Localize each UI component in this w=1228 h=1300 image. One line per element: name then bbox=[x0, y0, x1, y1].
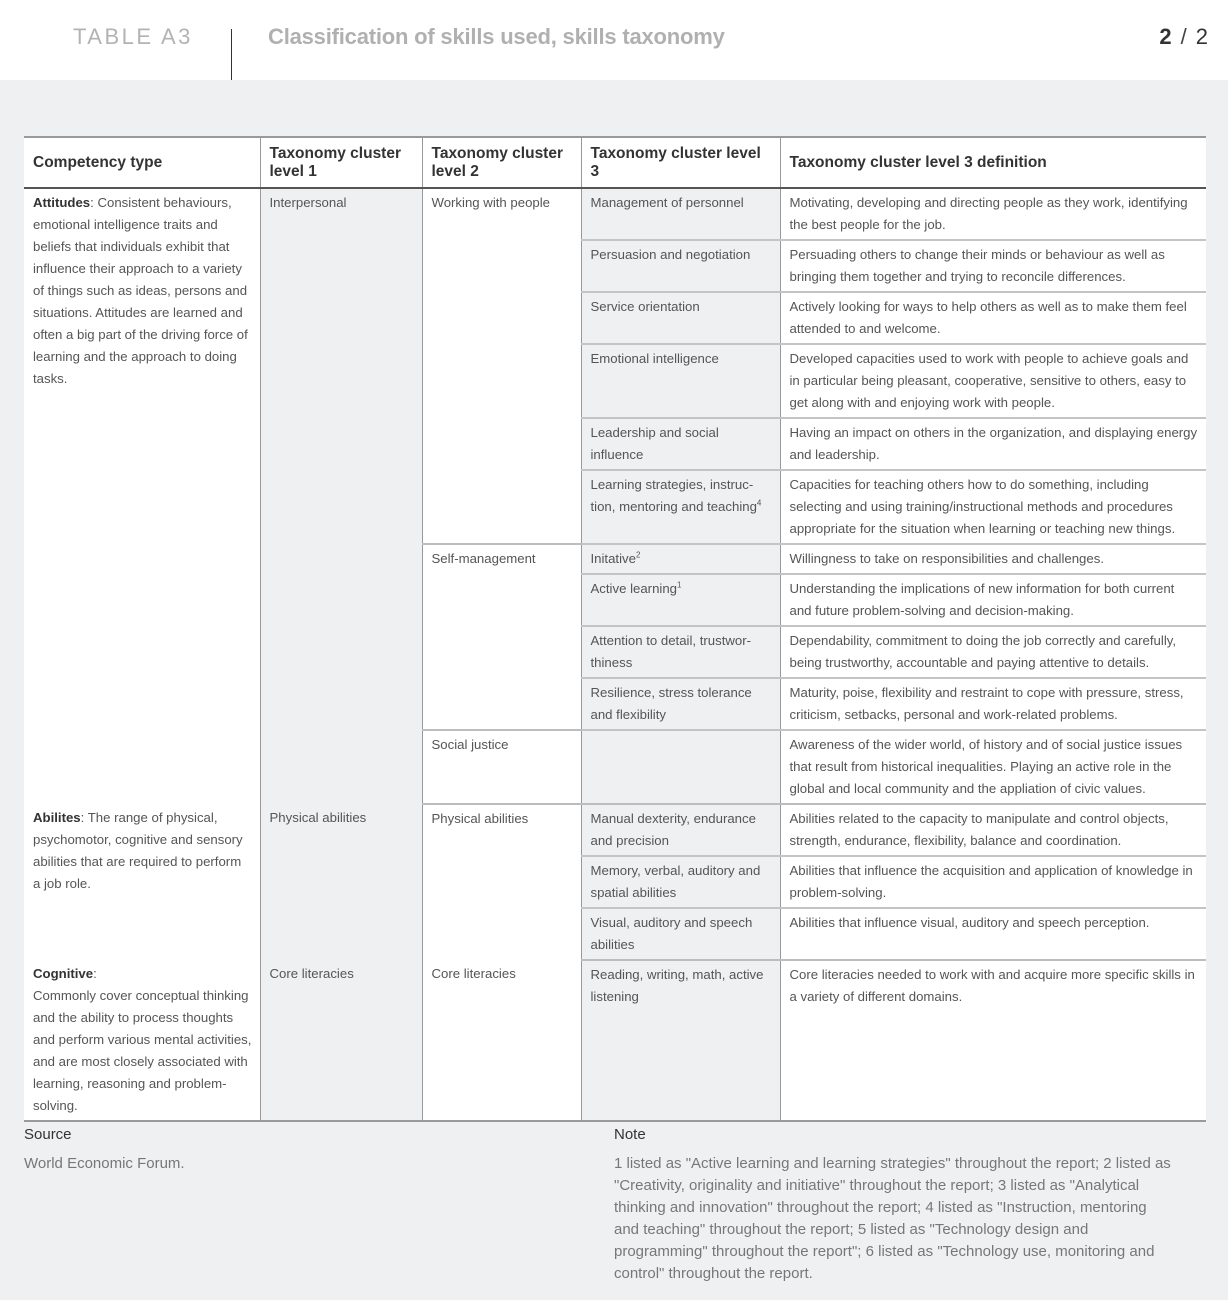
level1-cell: Core literacies bbox=[260, 960, 422, 1121]
table-header-row bbox=[24, 137, 1206, 188]
definition-cell: Awareness of the wider world, of history and of social justice issues that result from historical inequalities. Playing an active role in the global and local community and the appliation of civic values. bbox=[780, 730, 1206, 804]
definition-cell: Willingness to take on responsibilities and challenges. bbox=[780, 544, 1206, 574]
note-text: 1 listed as "Active learning and learning strategies" throughout the report; 2 listed as "Creativity, originality and initiative" throughout the report; 3 listed as "Analytical thinking and innovation" throughout the report; 4 listed as "Instruction, mentoring and teaching" throughout the report; 5 listed as "Technology design and programming" throughout the report"; 6 listed as "Technology use, monitoring and control" throughout the report. bbox=[614, 1155, 1171, 1282]
page-separator: / bbox=[1180, 24, 1187, 49]
level3-label: Visual, auditory and speech abilities bbox=[590, 915, 753, 952]
table-id: TABLE A3 bbox=[73, 24, 193, 49]
definition-cell: Dependability, commitment to doing the job correctly and carefully, being trustworthy, accountable and paying attentive to details. bbox=[780, 626, 1206, 678]
definition-cell: Abilities that influence visual, auditory and speech perception. bbox=[780, 908, 1206, 960]
page-indicator bbox=[1159, 24, 1208, 50]
page-total: 2 bbox=[1195, 24, 1208, 49]
level3-label: Management of personnel bbox=[590, 195, 744, 210]
level3-cell bbox=[581, 856, 780, 908]
page-header bbox=[0, 0, 1228, 80]
definition-cell: Having an impact on others in the organization, and displaying energy and leadership. bbox=[780, 418, 1206, 470]
table-row bbox=[24, 804, 1206, 856]
footnote-marker: 1 bbox=[677, 580, 682, 590]
level3-cell bbox=[581, 418, 780, 470]
level3-cell bbox=[581, 804, 780, 856]
level3-cell bbox=[581, 908, 780, 960]
level3-label: Emotional intelligence bbox=[590, 351, 719, 366]
column-header-level3: Taxonomy cluster level 3 bbox=[581, 137, 780, 188]
column-header-level2: Taxonomy cluster level 2 bbox=[422, 137, 581, 188]
level2-cell: Self-management bbox=[422, 544, 581, 730]
level3-cell bbox=[581, 678, 780, 730]
definition-cell: Capacities for teaching others how to do something, including selecting and using training/instructional methods and procedures appropriate for the situation when learning or teaching new things. bbox=[780, 470, 1206, 544]
level3-cell bbox=[581, 626, 780, 678]
footnote-marker: 4 bbox=[756, 498, 762, 508]
competency-name: Abilites bbox=[33, 810, 81, 825]
source-section bbox=[24, 1125, 584, 1175]
level3-label: Memory, verbal, auditory and spatial abilities bbox=[590, 863, 761, 900]
competency-description-cont: Commonly cover conceptual thinking and the ability to process thoughts and perform various mental activities, and are most closely associated with learning, reasoning and problem-solving. bbox=[33, 988, 252, 1113]
definition-cell: Actively looking for ways to help others as well as to make them feel attended to and welcome. bbox=[780, 292, 1206, 344]
competency-cell bbox=[24, 804, 260, 960]
definition-cell: Core literacies needed to work with and acquire more specific skills in a variety of different domains. bbox=[780, 960, 1206, 1121]
definition-cell: Abilities that influence the acquisition and application of knowledge in problem-solving. bbox=[780, 856, 1206, 908]
level3-label: Attention to detail, trustwor-thiness bbox=[590, 633, 752, 670]
note-label: Note bbox=[614, 1126, 646, 1143]
level3-label: Active learning bbox=[590, 581, 677, 596]
source-label: Source bbox=[24, 1126, 72, 1143]
level3-label: Service orientation bbox=[590, 299, 700, 314]
level3-label: Reading, writing, math, active listening bbox=[590, 967, 764, 1004]
column-header-competency: Competency type bbox=[24, 137, 260, 188]
level3-cell bbox=[581, 544, 780, 574]
definition-cell: Developed capacities used to work with people to achieve goals and in particular being pleasant, cooperative, sensitive to others, easy to get along with and enjoying work with people. bbox=[780, 344, 1206, 418]
level3-label: Learning strategies, instruc-tion, mentoring and teaching bbox=[590, 477, 757, 514]
page-title: Classification of skills used, skills taxonomy bbox=[268, 24, 725, 49]
competency-description: : bbox=[93, 966, 97, 981]
table-body bbox=[24, 188, 1206, 1121]
level2-cell: Working with people bbox=[422, 188, 581, 544]
column-header-definition: Taxonomy cluster level 3 definition bbox=[780, 137, 1206, 188]
level3-cell bbox=[581, 574, 780, 626]
level3-cell bbox=[581, 240, 780, 292]
level2-cell: Core literacies bbox=[422, 960, 581, 1121]
footnote-marker: 2 bbox=[635, 550, 641, 560]
level3-cell bbox=[581, 292, 780, 344]
level3-label: Resilience, stress tolerance and flexibility bbox=[590, 685, 752, 722]
level2-cell: Physical abilities bbox=[422, 804, 581, 960]
note-section bbox=[614, 1125, 1174, 1285]
level2-cell: Social justice bbox=[422, 730, 581, 804]
column-header-level1: Taxonomy cluster level 1 bbox=[260, 137, 422, 188]
level1-cell: Interpersonal bbox=[260, 188, 422, 804]
skills-taxonomy-table bbox=[24, 136, 1206, 1122]
definition-cell: Maturity, poise, flexibility and restraint to cope with pressure, stress, criticism, setbacks, personal and work-related problems. bbox=[780, 678, 1206, 730]
level3-cell bbox=[581, 730, 780, 804]
competency-description: : The range of physical, psychomotor, cognitive and sensory abilities that are required to perform a job role. bbox=[33, 810, 243, 891]
table-row bbox=[24, 960, 1206, 1121]
table-row bbox=[24, 188, 1206, 240]
level3-label: Initative bbox=[590, 551, 636, 566]
source-text: World Economic Forum. bbox=[24, 1155, 185, 1172]
level3-cell bbox=[581, 344, 780, 418]
competency-cell bbox=[24, 188, 260, 804]
level3-cell bbox=[581, 188, 780, 240]
definition-cell: Motivating, developing and directing people as they work, identifying the best people for the job. bbox=[780, 188, 1206, 240]
page-current: 2 bbox=[1159, 24, 1172, 49]
competency-name: Attitudes bbox=[33, 195, 91, 210]
level3-label: Leadership and social influence bbox=[590, 425, 719, 462]
level3-cell bbox=[581, 470, 780, 544]
definition-cell: Understanding the implications of new information for both current and future problem-solving and decision-making. bbox=[780, 574, 1206, 626]
definition-cell: Abilities related to the capacity to manipulate and control objects, strength, endurance, flexibility, balance and coordination. bbox=[780, 804, 1206, 856]
competency-name: Cognitive bbox=[33, 966, 94, 981]
competency-cell bbox=[24, 960, 260, 1121]
level3-cell bbox=[581, 960, 780, 1121]
competency-description: : Consistent behaviours, emotional intelligence traits and beliefs that individuals exhibit that influence their approach to a variety of things such as ideas, persons and situations. Attitudes are learned and often a big part of the driving force of learning and the approach to doing tasks. bbox=[33, 195, 248, 386]
header-divider bbox=[231, 29, 232, 80]
level3-label: Persuasion and negotiation bbox=[590, 247, 751, 262]
level1-cell: Physical abilities bbox=[260, 804, 422, 960]
definition-cell: Persuading others to change their minds or behaviour as well as bringing them together and trying to reconcile differences. bbox=[780, 240, 1206, 292]
level3-label: Manual dexterity, endurance and precision bbox=[590, 811, 756, 848]
